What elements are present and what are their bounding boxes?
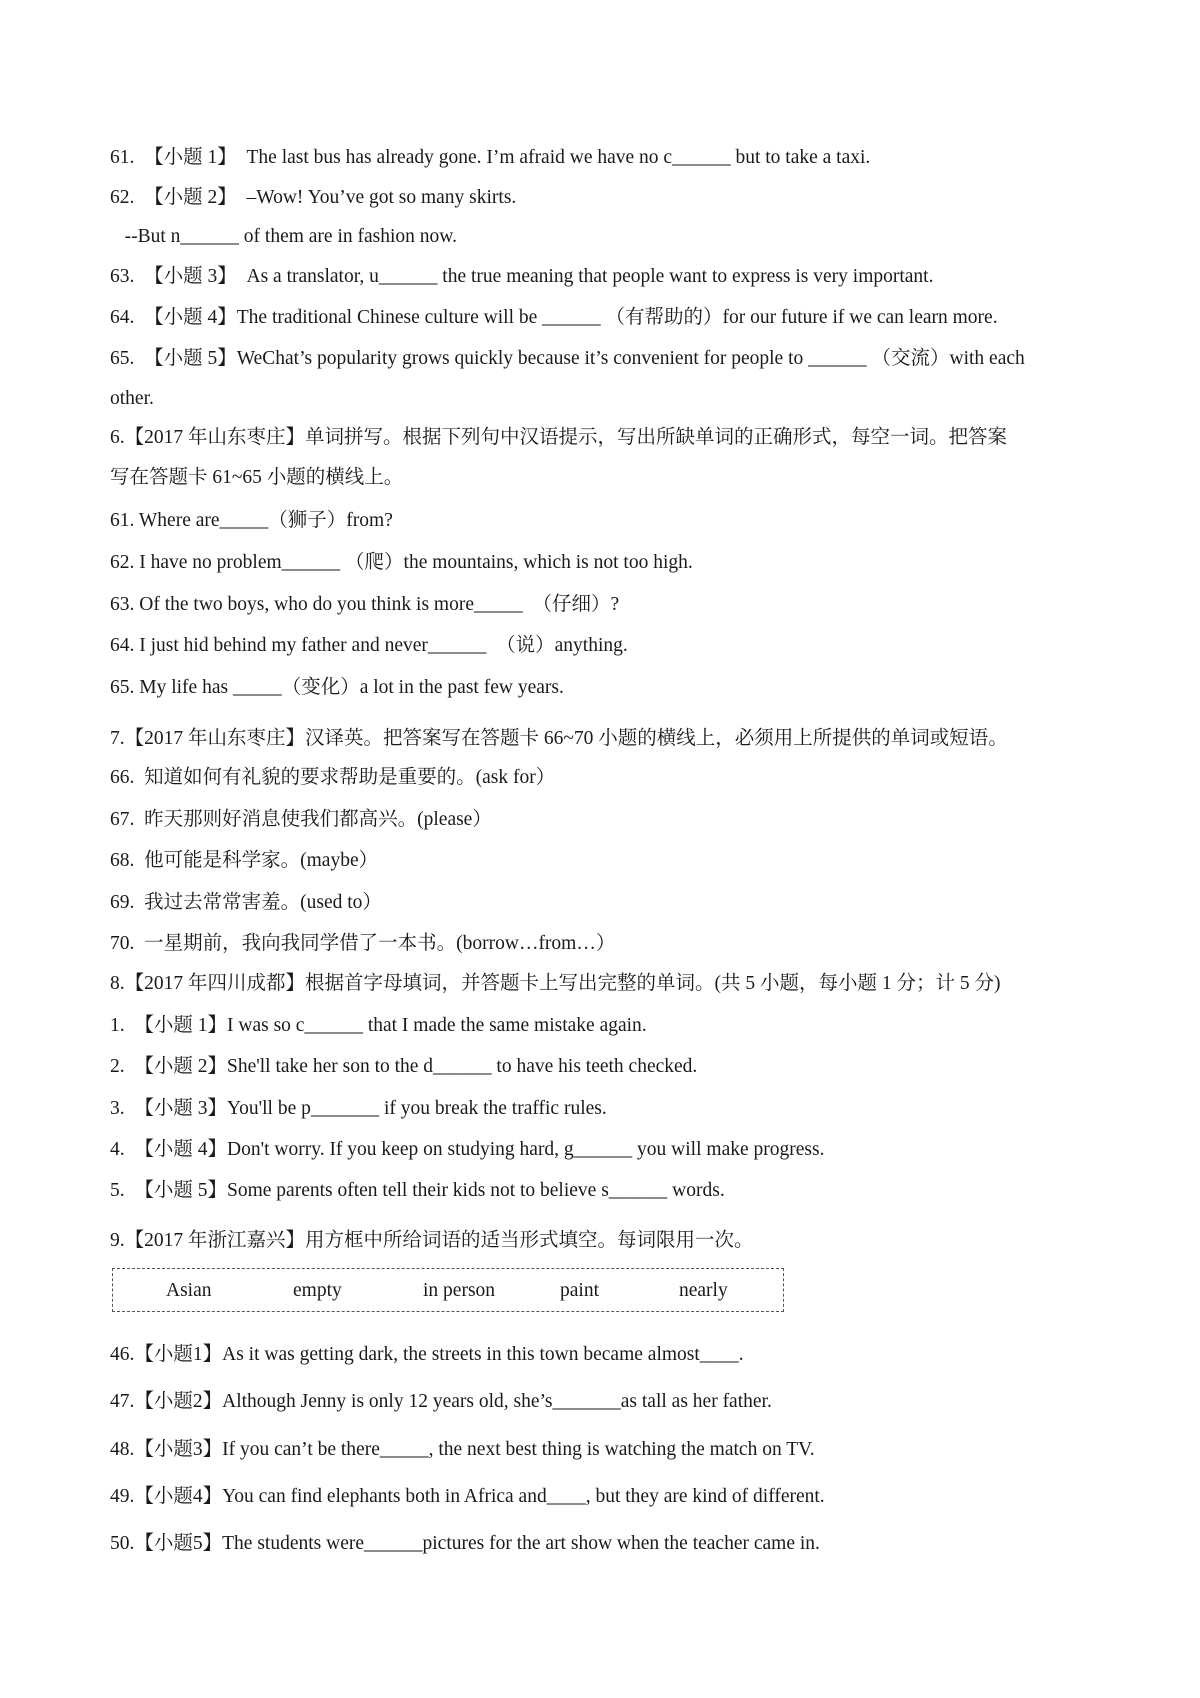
word-bank-item: empty xyxy=(293,1280,342,1301)
section-6-item: 63. Of the two boys, who do you think is more_____ （仔细）? xyxy=(110,594,620,615)
section-6-item: 64. I just hid behind my father and never______ （说）anything. xyxy=(110,635,628,656)
section-7-item: 68. 他可能是科学家。(maybe） xyxy=(110,850,379,871)
section-9-item: 46.【小题1】As it was getting dark, the streets in this town became almost____. xyxy=(110,1344,744,1365)
section-7-item: 69. 我过去常常害羞。(used to） xyxy=(110,892,382,913)
section-6-heading: 6.【2017 年山东枣庄】单词拼写。根据下列句中汉语提示，写出所缺单词的正确形式，每空一词。把答案 xyxy=(110,427,1008,448)
question-64: 64. 【小题 4】The traditional Chinese culture will be ______ （有帮助的）for our future if we can learn more. xyxy=(110,307,998,328)
question-62-reply: --But n______ of them are in fashion now. xyxy=(110,226,457,247)
word-bank-box xyxy=(112,1268,784,1312)
section-7-item: 70. 一星期前，我向我同学借了一本书。(borrow…from…） xyxy=(110,933,616,954)
section-8-item: 5. 【小题 5】Some parents often tell their kids not to believe s______ words. xyxy=(110,1180,725,1201)
question-65-continued: other. xyxy=(110,388,154,409)
section-6-item: 62. I have no problem______ （爬）the mountains, which is not too high. xyxy=(110,552,693,573)
section-8-item: 1. 【小题 1】I was so c______ that I made the same mistake again. xyxy=(110,1015,647,1036)
section-9-item: 48.【小题3】If you can’t be there_____, the next best thing is watching the match on TV. xyxy=(110,1439,815,1460)
section-8-item: 2. 【小题 2】She'll take her son to the d______ to have his teeth checked. xyxy=(110,1056,698,1077)
section-8-item: 4. 【小题 4】Don't worry. If you keep on studying hard, g______ you will make progress. xyxy=(110,1139,825,1160)
word-bank-item: nearly xyxy=(679,1280,728,1301)
word-bank-item: paint xyxy=(560,1280,599,1301)
section-7-heading: 7.【2017 年山东枣庄】汉译英。把答案写在答题卡 66~70 小题的横线上，必须用上所提供的单词或短语。 xyxy=(110,728,1008,749)
question-62: 62. 【小题 2】 –Wow! You’ve got so many skirts. xyxy=(110,187,517,208)
section-7-item: 67. 昨天那则好消息使我们都高兴。(please） xyxy=(110,809,492,830)
question-63: 63. 【小题 3】 As a translator, u______ the true meaning that people want to express is very important. xyxy=(110,266,934,287)
word-bank-item: in person xyxy=(423,1280,496,1301)
section-9-item: 50.【小题5】The students were______pictures for the art show when the teacher came in. xyxy=(110,1533,820,1554)
section-9-heading: 9.【2017 年浙江嘉兴】用方框中所给词语的适当形式填空。每词限用一次。 xyxy=(110,1230,754,1251)
section-9-item: 49.【小题4】You can find elephants both in Africa and____, but they are kind of different. xyxy=(110,1486,825,1507)
section-6-heading-continued: 写在答题卡 61~65 小题的横线上。 xyxy=(110,467,404,488)
section-6-item: 61. Where are_____（狮子）from? xyxy=(110,510,393,531)
section-9-item: 47.【小题2】Although Jenny is only 12 years old, she’s_______as tall as her father. xyxy=(110,1391,772,1412)
section-6-item: 65. My life has _____（变化）a lot in the past few years. xyxy=(110,677,564,698)
section-7-item: 66. 知道如何有礼貌的要求帮助是重要的。(ask for） xyxy=(110,767,556,788)
question-65: 65. 【小题 5】WeChat’s popularity grows quickly because it’s convenient for people to ______ （交流）with each xyxy=(110,348,1025,369)
section-8-item: 3. 【小题 3】You'll be p_______ if you break the traffic rules. xyxy=(110,1098,607,1119)
section-8-heading: 8.【2017 年四川成都】根据首字母填词，并答题卡上写出完整的单词。(共 5 小题，每小题 1 分；计 5 分) xyxy=(110,973,1001,994)
question-61: 61. 【小题 1】 The last bus has already gone. I’m afraid we have no c______ but to take a taxi. xyxy=(110,147,871,168)
word-bank-item: Asian xyxy=(166,1280,212,1301)
